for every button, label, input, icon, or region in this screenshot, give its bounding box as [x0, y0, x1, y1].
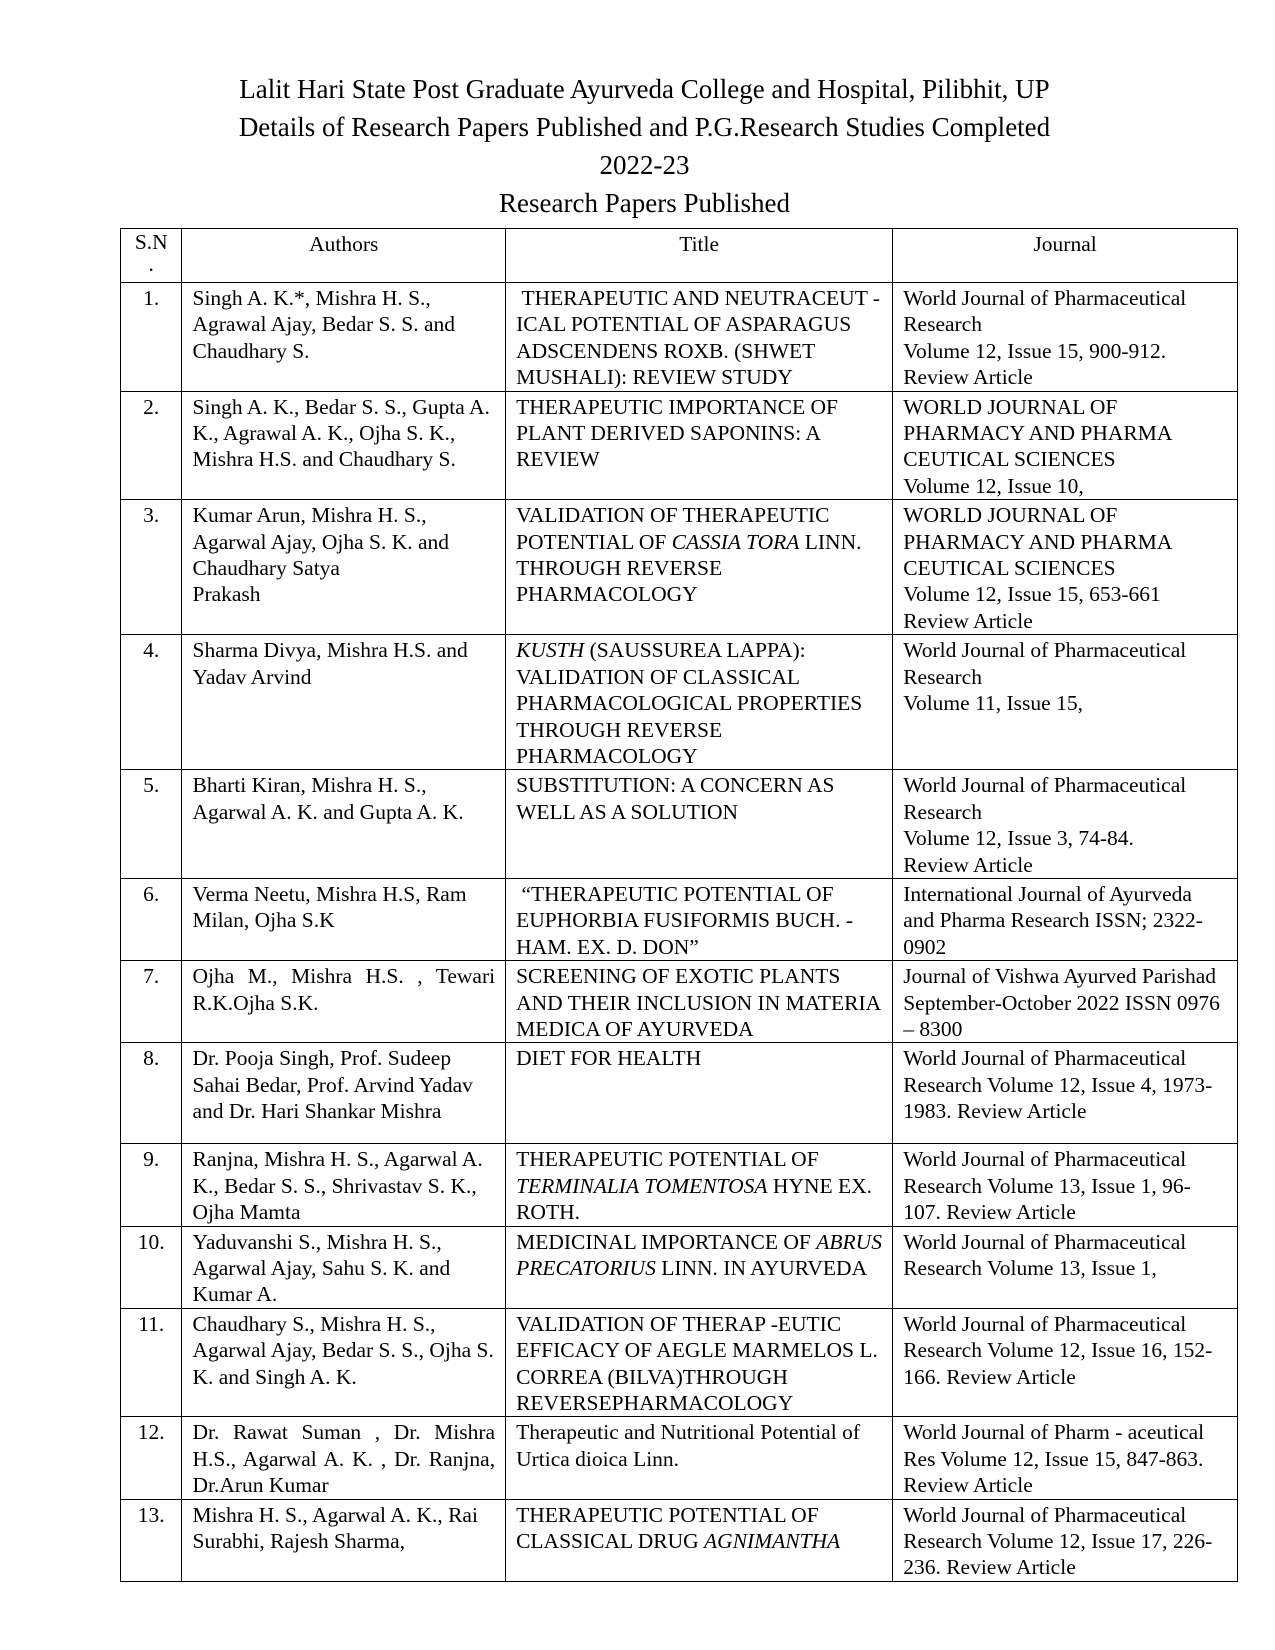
- row-authors: Chaudhary S., Mishra H. S., Agarwal Ajay, Bedar S. S., Ojha S. K. and Singh A. K.: [182, 1308, 506, 1417]
- title-italic-segment: ABRUS PRECATORIUS: [516, 1229, 888, 1280]
- title-italic-segment: KUSTH: [516, 638, 585, 663]
- journal-line: Journal of Vishwa Ayurved Parishad September-October 2022 ISSN 0976 – 8300: [903, 964, 1220, 1041]
- document-title: Details of Research Papers Published and P.G.Research Studies Completed: [238, 112, 1051, 142]
- row-journal: [893, 1308, 1238, 1417]
- title-segment: MEDICINAL IMPORTANCE OF: [516, 1229, 817, 1254]
- table-row: [121, 1226, 1238, 1308]
- row-title: [506, 1144, 893, 1226]
- row-number: 9.: [121, 1144, 182, 1226]
- row-title: [506, 1043, 893, 1144]
- journal-line: Review Article: [903, 852, 1033, 877]
- row-authors: Singh A. K.*, Mishra H. S., Agrawal Ajay, Bedar S. S. and Chaudhary S.: [182, 283, 506, 392]
- table-row: [121, 1308, 1238, 1417]
- row-journal: [893, 500, 1238, 635]
- table-row: [121, 878, 1238, 960]
- row-journal: [893, 391, 1238, 500]
- journal-line: Volume 12, Issue 15, 900-912.: [903, 338, 1167, 363]
- title-segment: LINN. IN AYURVEDA: [655, 1256, 868, 1280]
- journal-line: World Journal of Pharmaceutical Research Volume 12, Issue 4, 1973-1983. Review Article: [903, 1046, 1213, 1124]
- row-title: [506, 500, 893, 635]
- row-authors: Ranjna, Mishra H. S., Agarwal A. K., Bedar S. S., Shrivastav S. K., Ojha Mamta: [182, 1144, 506, 1226]
- journal-line: World Journal of Pharmaceutical Research Volume 12, Issue 16, 152-166. Review Article: [903, 1311, 1213, 1389]
- journal-line: WORLD JOURNAL OF PHARMACY AND PHARMA CEUTICAL SCIENCES: [903, 503, 1172, 581]
- journal-line: Review Article: [903, 608, 1033, 633]
- row-title: [506, 1226, 893, 1308]
- row-journal: [893, 283, 1238, 392]
- journal-line: WORLD JOURNAL OF PHARMACY AND PHARMA CEUTICAL SCIENCES: [903, 394, 1172, 472]
- row-journal: [893, 770, 1238, 879]
- title-segment: HYNE EX. ROTH.: [516, 1173, 878, 1225]
- journal-line: Volume 12, Issue 10,: [903, 473, 1084, 498]
- row-number: 1.: [121, 283, 182, 392]
- row-authors: Ojha M., Mishra H.S. , Tewari R.K.Ojha S.K.: [182, 961, 506, 1043]
- journal-line: World Journal of Pharmaceutical Research Volume 13, Issue 1, 96-107. Review Article: [903, 1147, 1191, 1225]
- journal-line: World Journal of Pharmaceutical Research: [903, 638, 1187, 689]
- row-authors: Kumar Arun, Mishra H. S., Agarwal Ajay, Ojha S. K. and Chaudhary Satya Prakash: [182, 500, 506, 635]
- row-number: 6.: [121, 878, 182, 960]
- table-row: [121, 500, 1238, 635]
- table-row: [121, 391, 1238, 500]
- title-segment: VALIDATION OF THERAP -EUTIC EFFICACY OF AEGLE MARMELOS L. CORREA (BILVA)THROUGH REVERSEPHARMACOLOGY: [516, 1311, 884, 1416]
- row-journal: [893, 878, 1238, 960]
- journal-line: World Journal of Pharmaceutical Research: [903, 773, 1187, 824]
- row-authors: Dr. Rawat Suman , Dr. Mishra H.S., Agarwal A. K. , Dr. Ranjna, Dr.Arun Kumar: [182, 1417, 506, 1499]
- journal-line: World Journal of Pharm - aceutical Res Volume 12, Issue 15, 847-863. Review Article: [903, 1420, 1205, 1498]
- row-number: 5.: [121, 770, 182, 879]
- row-title: [506, 878, 893, 960]
- journal-line: Volume 12, Issue 15, 653-661: [903, 582, 1161, 607]
- row-journal: [893, 1499, 1238, 1581]
- table-row: [121, 1144, 1238, 1226]
- row-number: 11.: [121, 1308, 182, 1417]
- title-segment: THERAPEUTIC AND NEUTRACEUT -ICAL POTENTIAL OF ASPARAGUS ADSCENDENS ROXB. (SHWET MUSHALI): REVIEW STUDY: [516, 286, 880, 390]
- row-journal: [893, 1144, 1238, 1226]
- row-title: [506, 961, 893, 1043]
- title-segment: “THERAPEUTIC POTENTIAL OF EUPHORBIA FUSIFORMIS BUCH. - HAM. EX. D. DON”: [516, 881, 859, 959]
- row-authors: Yaduvanshi S., Mishra H. S., Agarwal Ajay, Sahu S. K. and Kumar A.: [182, 1226, 506, 1308]
- row-authors: Sharma Divya, Mishra H.S. and Yadav Arvind: [182, 635, 506, 770]
- journal-line: International Journal of Ayurveda and Pharma Research ISSN; 2322-0902: [903, 881, 1203, 959]
- title-segment: THERAPEUTIC POTENTIAL OF CLASSICAL DRUG: [516, 1502, 825, 1554]
- title-italic-segment: TERMINALIA TOMENTOSA: [516, 1173, 768, 1198]
- title-segment: VALIDATION OF THERAPEUTIC POTENTIAL OF: [516, 503, 835, 554]
- row-journal: [893, 1226, 1238, 1308]
- row-title: [506, 1417, 893, 1499]
- title-segment: THERAPEUTIC POTENTIAL OF: [516, 1147, 825, 1172]
- row-number: 7.: [121, 961, 182, 1043]
- row-authors: Dr. Pooja Singh, Prof. Sudeep Sahai Bedar, Prof. Arvind Yadav and Dr. Hari Shankar Mishra: [182, 1043, 506, 1144]
- row-authors: Verma Neetu, Mishra H.S, Ram Milan, Ojha S.K: [182, 878, 506, 960]
- table-row: [121, 635, 1238, 770]
- journal-line: Review Article: [903, 365, 1033, 390]
- title-segment: DIET FOR HEALTH: [516, 1046, 702, 1071]
- row-number: 12.: [121, 1417, 182, 1499]
- row-authors: Singh A. K., Bedar S. S., Gupta A. K., Agrawal A. K., Ojha S. K., Mishra H.S. and Chaudhary S.: [182, 391, 506, 500]
- table-row: [121, 283, 1238, 392]
- row-number: 8.: [121, 1043, 182, 1144]
- table-row: [121, 1499, 1238, 1581]
- document-header: [0, 70, 1275, 222]
- row-number: 3.: [121, 500, 182, 635]
- title-segment: THERAPEUTIC IMPORTANCE OF PLANT DERIVED SAPONINS: A REVIEW: [516, 394, 844, 472]
- research-papers-table: [120, 228, 1238, 1582]
- header-authors: Authors: [182, 229, 506, 283]
- table-header-row: [121, 229, 1238, 283]
- row-title: [506, 1308, 893, 1417]
- row-title: [506, 283, 893, 392]
- row-number: 13.: [121, 1499, 182, 1581]
- journal-line: World Journal of Pharmaceutical Research Volume 12, Issue 17, 226-236. Review Article: [903, 1502, 1213, 1580]
- title-italic-segment: CASSIA TORA: [671, 529, 800, 554]
- journal-line: Volume 11, Issue 15,: [903, 691, 1083, 716]
- academic-year: 2022-23: [599, 150, 690, 180]
- row-journal: [893, 635, 1238, 770]
- row-number: 4.: [121, 635, 182, 770]
- title-segment: LINN. THROUGH REVERSE PHARMACOLOGY: [516, 529, 867, 607]
- title-segment: Therapeutic and Nutritional Potential of Urtica dioica Linn.: [516, 1420, 866, 1471]
- header-title: Title: [506, 229, 893, 283]
- table-row: [121, 1417, 1238, 1499]
- row-journal: [893, 961, 1238, 1043]
- row-authors: Bharti Kiran, Mishra H. S., Agarwal A. K. and Gupta A. K.: [182, 770, 506, 879]
- journal-line: World Journal of Pharmaceutical Research: [903, 286, 1187, 337]
- table-row: [121, 1043, 1238, 1144]
- table-row: [121, 770, 1238, 879]
- table-row: [121, 961, 1238, 1043]
- header-journal: Journal: [893, 229, 1238, 283]
- row-title: [506, 391, 893, 500]
- row-title: [506, 1499, 893, 1581]
- row-authors: Mishra H. S., Agarwal A. K., Rai Surabhi, Rajesh Sharma,: [182, 1499, 506, 1581]
- journal-line: Volume 12, Issue 3, 74-84.: [903, 826, 1134, 851]
- row-journal: [893, 1043, 1238, 1144]
- title-segment: SCREENING OF EXOTIC PLANTS AND THEIR INCLUSION IN MATERIA MEDICA OF AYURVEDA: [516, 964, 886, 1041]
- title-segment: SUBSTITUTION: A CONCERN AS WELL AS A SOLUTION: [516, 773, 840, 824]
- row-journal: [893, 1417, 1238, 1499]
- header-sn: S.N .: [121, 229, 182, 283]
- college-name: Lalit Hari State Post Graduate Ayurveda College and Hospital, Pilibhit, UP: [239, 74, 1050, 104]
- row-number: 2.: [121, 391, 182, 500]
- row-title: [506, 635, 893, 770]
- row-title: [506, 770, 893, 879]
- journal-line: World Journal of Pharmaceutical Research Volume 13, Issue 1,: [903, 1229, 1187, 1280]
- title-segment: (SAUSSUREA LAPPA): VALIDATION OF CLASSICAL PHARMACOLOGICAL PROPERTIES THROUGH REVERSE PHARMACOLOGY: [516, 638, 868, 768]
- title-italic-segment: AGNIMANTHA: [704, 1529, 841, 1554]
- row-number: 10.: [121, 1226, 182, 1308]
- section-heading: Research Papers Published: [499, 188, 790, 218]
